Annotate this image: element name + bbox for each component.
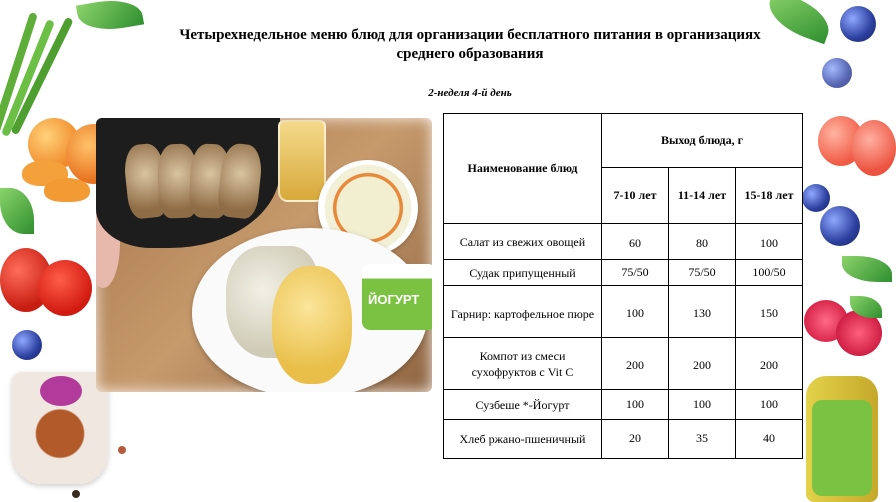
leaf-decoration [76, 0, 144, 35]
blueberry-decoration [840, 6, 876, 42]
dish-value: 100 [736, 390, 803, 420]
header-age-7-10: 7-10 лет [602, 168, 669, 224]
dish-value: 200 [669, 338, 736, 390]
apricot-slice-decoration [44, 178, 90, 202]
snack-cup-label-decoration [40, 376, 82, 406]
meal-photo [96, 118, 432, 392]
table-row [444, 224, 803, 260]
page-title: Четырехнедельное меню блюд для организации бесплатного питания в организациях среднего образования [179, 27, 761, 62]
table-row [444, 420, 803, 459]
bread-basket [96, 118, 280, 248]
dish-value: 75/50 [669, 260, 736, 286]
menu-table [443, 113, 803, 459]
dish-value: 100/50 [736, 260, 803, 286]
juice-bottle-label-decoration [812, 400, 872, 496]
compote-glass [278, 120, 326, 202]
dish-value: 100 [669, 390, 736, 420]
mashed-potatoes [272, 266, 352, 384]
header-age-15-18: 15-18 лет [736, 168, 803, 224]
dish-value: 40 [736, 420, 803, 459]
header-output: Выход блюда, г [602, 114, 803, 168]
dish-value: 100 [602, 390, 669, 420]
dish-name: Салат из свежих овощей [444, 224, 602, 260]
dish-name: Хлеб ржано-пшеничный [444, 420, 602, 459]
tomato-decoration [852, 120, 896, 176]
dish-value: 100 [736, 224, 803, 260]
dish-value: 20 [602, 420, 669, 459]
dish-name: Сузбеше *-Йогурт [444, 390, 602, 420]
dish-value: 200 [736, 338, 803, 390]
table-row [444, 286, 803, 338]
dish-value: 60 [602, 224, 669, 260]
blueberry-decoration [802, 184, 830, 212]
dish-value: 35 [669, 420, 736, 459]
leaf-decoration [842, 256, 892, 282]
pepper-dot-decoration [72, 490, 80, 498]
header-age-11-14: 11-14 лет [669, 168, 736, 224]
blueberry-decoration [12, 330, 42, 360]
blueberry-decoration [822, 58, 852, 88]
table-row [444, 338, 803, 390]
dish-name: Гарнир: картофельное пюре [444, 286, 602, 338]
header-dish-name: Наименование блюд [444, 114, 602, 224]
pepper-dot-decoration [118, 446, 126, 454]
tomato-decoration [38, 260, 92, 316]
yogurt-label: ЙОГУРТ [368, 292, 420, 307]
dish-name: Компот из смеси сухофруктов с Vit C [444, 338, 602, 390]
week-day-subtitle: 2-неделя 4-й день [428, 87, 512, 99]
dish-value: 80 [669, 224, 736, 260]
table-row [444, 260, 803, 286]
dish-value: 75/50 [602, 260, 669, 286]
dish-value: 130 [669, 286, 736, 338]
dish-name: Судак припущенный [444, 260, 602, 286]
dish-value: 150 [736, 286, 803, 338]
dish-value: 100 [602, 286, 669, 338]
dish-value: 200 [602, 338, 669, 390]
blueberry-decoration [820, 206, 860, 246]
table-row [444, 390, 803, 420]
leaf-decoration [0, 188, 34, 234]
